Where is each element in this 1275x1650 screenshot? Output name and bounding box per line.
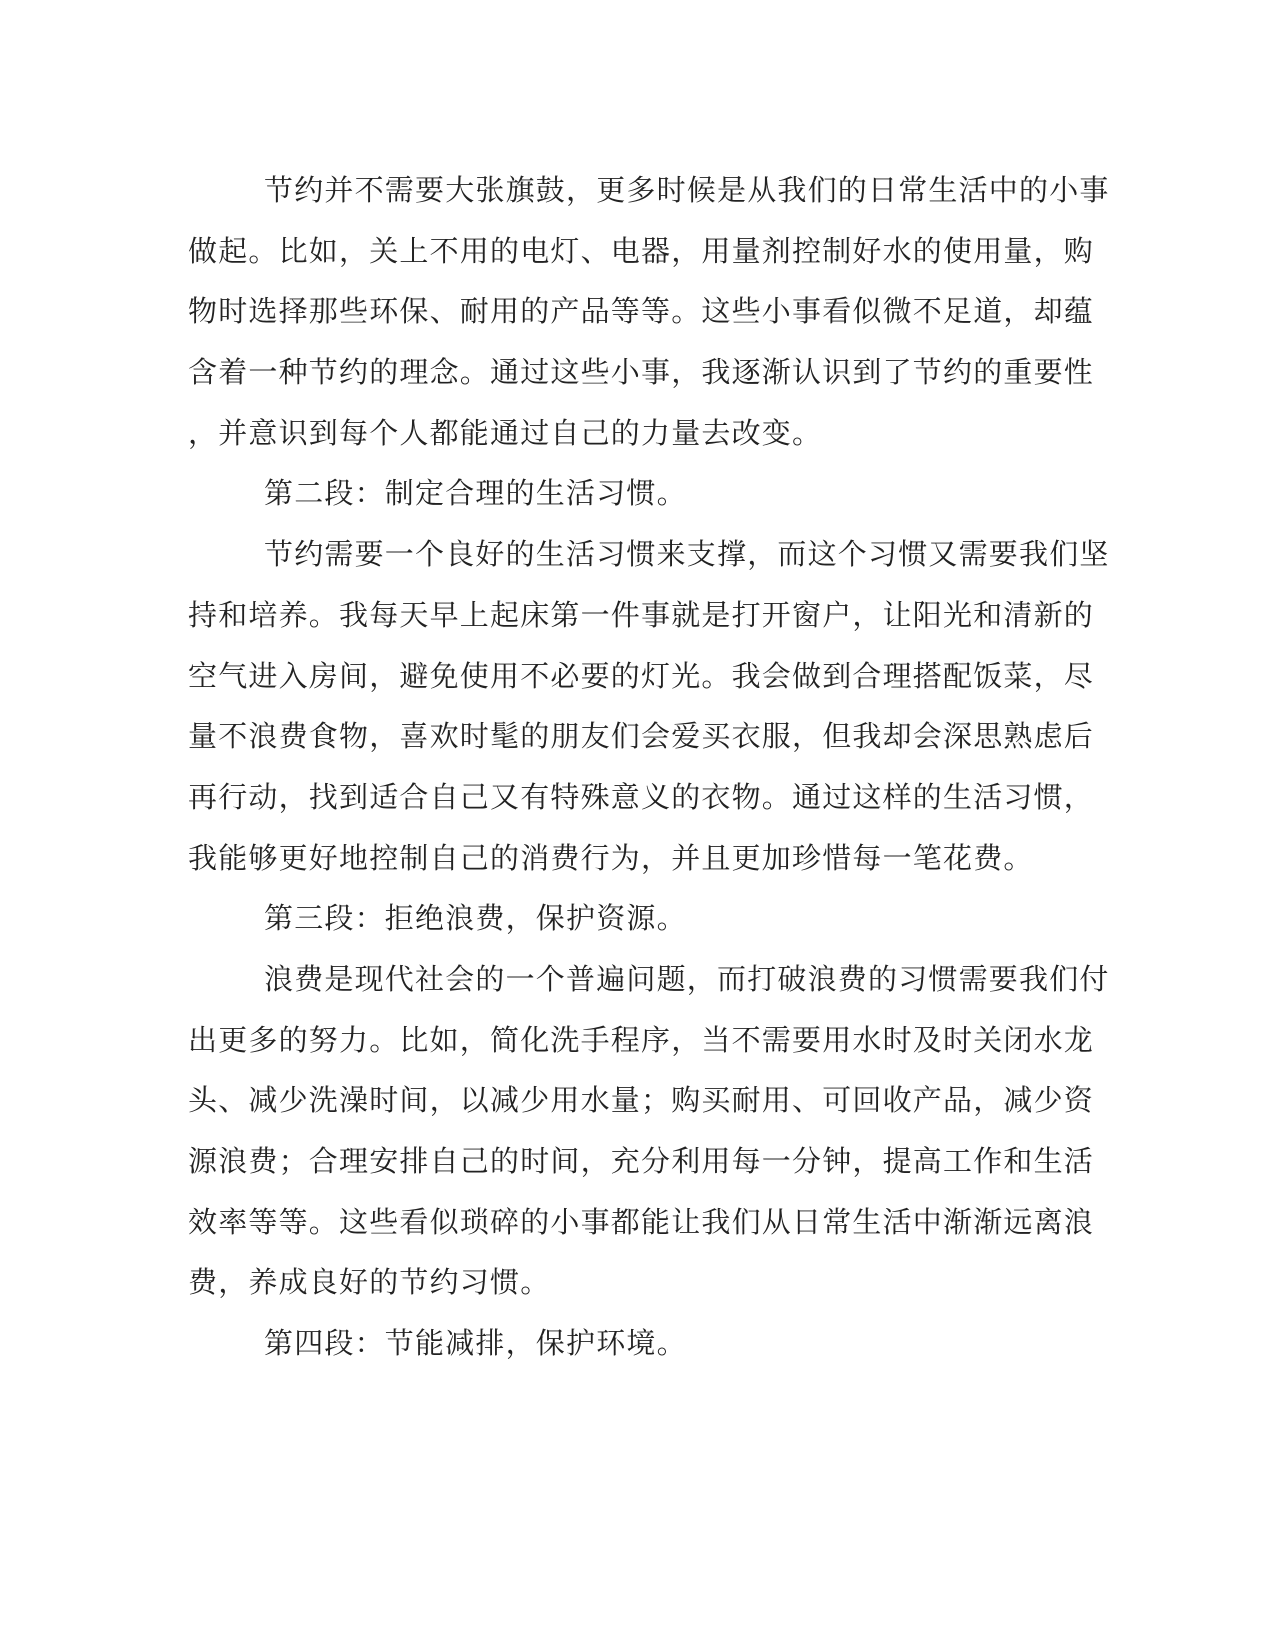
text-line: 做起。比如，关上不用的电灯、电器，用量剂控制好水的使用量，购 [188, 233, 1095, 268]
text-line: 效率等等。这些看似琐碎的小事都能让我们从日常生活中渐渐远离浪 [188, 1204, 1095, 1239]
document-body [188, 160, 1110, 1374]
text-line: 浪费是现代社会的一个普遍问题，而打破浪费的习惯需要我们付 [264, 961, 1110, 996]
text-line: 头、减少洗澡时间，以减少用水量；购买耐用、可回收产品，减少资 [188, 1083, 1095, 1118]
section-heading: 第四段：节能减排，保护环境。 [264, 1326, 687, 1361]
text-line: 含着一种节约的理念。通过这些小事，我逐渐认识到了节约的重要性 [188, 355, 1095, 390]
text-line: 节约需要一个良好的生活习惯来支撑，而这个习惯又需要我们坚 [264, 537, 1110, 572]
text-line: 出更多的努力。比如，简化洗手程序，当不需要用水时及时关闭水龙 [188, 1022, 1095, 1057]
text-line: 物时选择那些环保、耐用的产品等等。这些小事看似微不足道，却蕴 [188, 294, 1095, 329]
text-line: 我能够更好地控制自己的消费行为，并且更加珍惜每一笔花费。 [188, 840, 1034, 875]
section-heading: 第二段：制定合理的生活习惯。 [264, 476, 687, 511]
text-line: 空气进入房间，避免使用不必要的灯光。我会做到合理搭配饭菜，尽 [188, 658, 1095, 693]
text-line: 费，养成良好的节约习惯。 [188, 1265, 551, 1300]
text-line: 节约并不需要大张旗鼓，更多时候是从我们的日常生活中的小事 [264, 173, 1110, 207]
text-line: 持和培养。我每天早上起床第一件事就是打开窗户，让阳光和清新的 [188, 597, 1095, 632]
text-line: 再行动，找到适合自己又有特殊意义的衣物。通过这样的生活习惯， [188, 779, 1095, 814]
text-line: 源浪费；合理安排自己的时间，充分利用每一分钟，提高工作和生活 [188, 1144, 1095, 1178]
text-line: 量不浪费食物，喜欢时髦的朋友们会爱买衣服，但我却会深思熟虑后 [188, 719, 1095, 754]
section-heading: 第三段：拒绝浪费，保护资源。 [264, 901, 687, 936]
text-line: ，并意识到每个人都能通过自己的力量去改变。 [188, 415, 823, 450]
